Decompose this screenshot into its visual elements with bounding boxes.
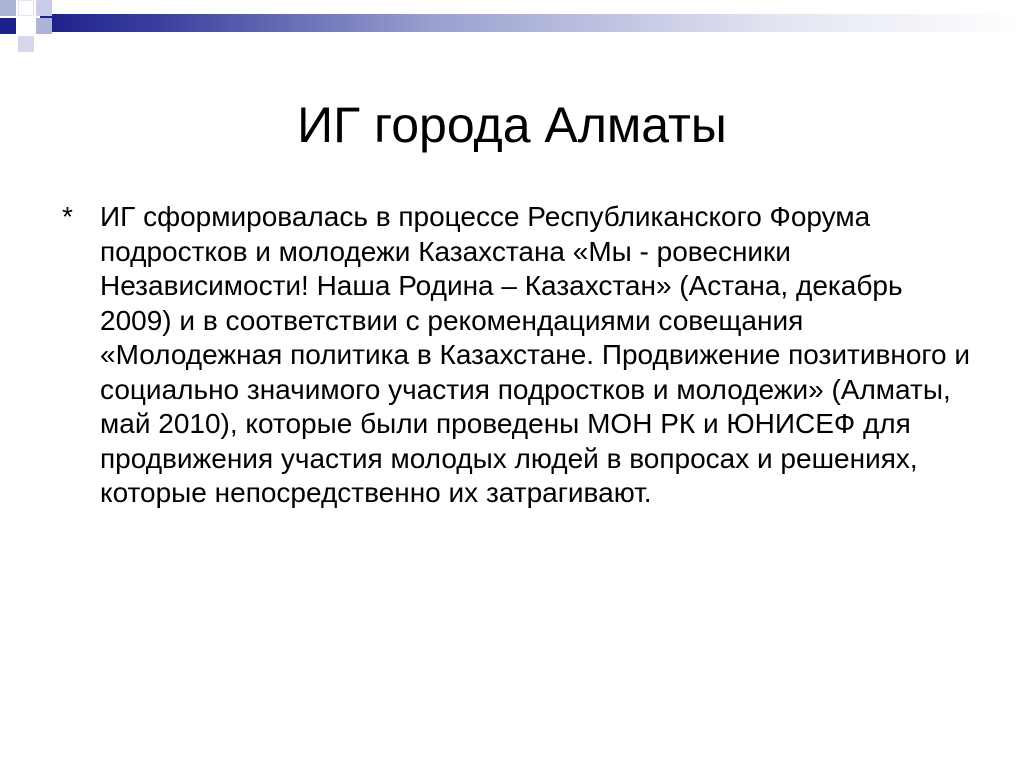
deco-square bbox=[0, 18, 16, 34]
deco-square bbox=[18, 0, 34, 16]
slide-body bbox=[62, 200, 980, 511]
deco-square bbox=[0, 0, 16, 16]
body-paragraph: ИГ сформировалась в процессе Республиканского Форума подростков и молодежи Казахстана «Мы - ровесники Независимости! Наша Родина – Казахстан» (Астана, декабрь 2009) и в соответствии с рекомендациями совещания «Молодежная политика в Казахстане. Продвижение позитивного и социально значимого участия подростков и молодежи» (Алматы, май 2010), которые были проведены МОН РК и ЮНИСЕФ для продвижения участия молодых людей в вопросах и решениях, которые непосредственно их затрагивают. bbox=[100, 201, 970, 508]
deco-square bbox=[36, 18, 52, 34]
bullet-marker: * bbox=[62, 201, 73, 232]
deco-square bbox=[18, 36, 34, 52]
deco-square bbox=[36, 36, 52, 52]
deco-square bbox=[18, 18, 34, 34]
deco-square bbox=[36, 0, 52, 16]
header-gradient-bar bbox=[40, 14, 1024, 32]
decorative-header bbox=[0, 0, 1024, 70]
slide-title: ИГ города Алматы bbox=[297, 97, 727, 153]
